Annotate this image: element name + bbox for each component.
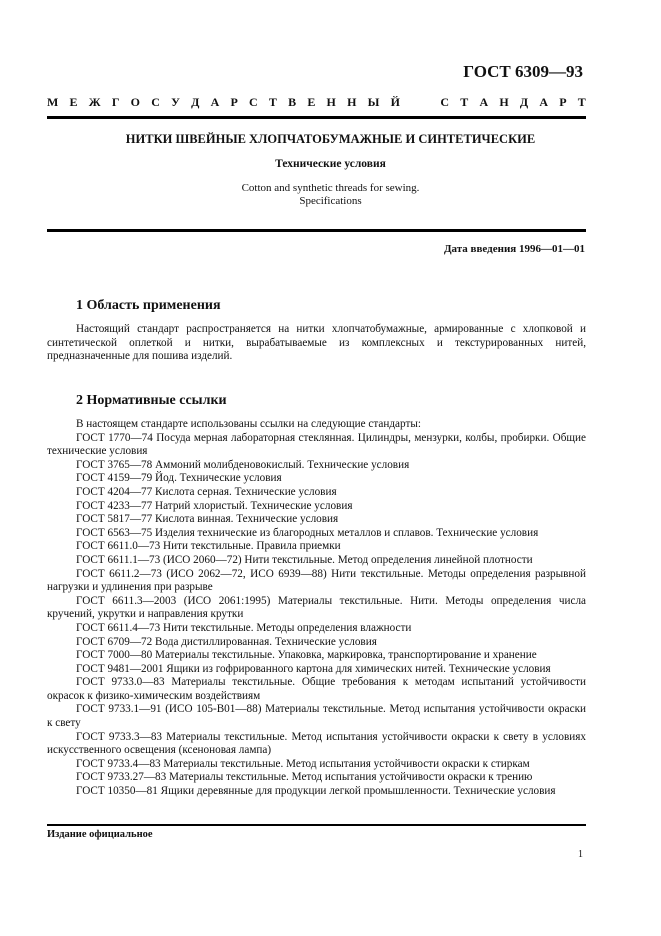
reference-item: ГОСТ 3765—78 Аммоний молибденовокислый. Технические условия bbox=[76, 458, 410, 471]
document-subtitle: Технические условия bbox=[275, 158, 386, 170]
interstate-letter: М bbox=[47, 95, 59, 109]
reference-item: ГОСТ 9481—2001 Ящики из гофрированного картона для химических нитей. Технические условия bbox=[76, 662, 551, 675]
reference-item: ГОСТ 6611.2—73 (ИСО 2062—72, ИСО 6939—88) Нити текстильные. Методы определения разрывной нагрузки и удлинения при разрыве bbox=[47, 567, 586, 594]
official-edition-label: Издание официальное bbox=[47, 829, 153, 840]
interstate-letter: Г bbox=[111, 95, 120, 109]
reference-item: ГОСТ 10350—81 Ящики деревянные для продукции легкой промышленности. Технические условия bbox=[76, 785, 556, 798]
reference-item: ГОСТ 6709—72 Вода дистиллированная. Технические условия bbox=[76, 635, 377, 648]
interstate-letter: С bbox=[440, 95, 450, 109]
reference-item: ГОСТ 9733.27—83 Материалы текстильные. Метод испытания устойчивости окраски к трению bbox=[76, 771, 533, 784]
reference-item: ГОСТ 7000—80 Материалы текстильные. Упаковка, маркировка, транспортирование и хранение bbox=[76, 649, 537, 662]
interstate-letter: Д bbox=[519, 95, 529, 109]
reference-item: ГОСТ 6611.1—73 (ИСО 2060—72) Нити текстильные. Метод определения линейной плотности bbox=[76, 553, 533, 566]
reference-item: ГОСТ 4159—79 Йод. Технические условия bbox=[76, 472, 282, 485]
reference-item: ГОСТ 4204—77 Кислота серная. Технические условия bbox=[76, 485, 337, 498]
interstate-letter: Н bbox=[499, 95, 509, 109]
reference-item: ГОСТ 6563—75 Изделия технические из благородных металлов и сплавов. Технические условия bbox=[76, 526, 539, 539]
interstate-letter: А bbox=[479, 95, 489, 109]
interstate-letter: О bbox=[130, 95, 141, 109]
interstate-letter: Т bbox=[577, 95, 586, 109]
top-divider bbox=[47, 116, 586, 119]
interstate-letter: А bbox=[210, 95, 220, 109]
section-scope-body bbox=[47, 323, 586, 364]
interstate-letter: С bbox=[249, 95, 258, 109]
reference-item: ГОСТ 9733.1—91 (ИСО 105-B01—88) Материалы текстильные. Метод испытания устойчивости окраски к свету bbox=[47, 703, 586, 730]
word-gap bbox=[411, 95, 429, 110]
interstate-letter: Р bbox=[559, 95, 567, 109]
reference-item: ГОСТ 6611.4—73 Нити текстильные. Методы определения влажности bbox=[76, 621, 412, 634]
interstate-letter: В bbox=[288, 95, 297, 109]
reference-item: ГОСТ 9733.0—83 Материалы текстильные. Общие требования к методам испытаний устойчивости окрасок к физико-химическим воздействиям bbox=[47, 676, 586, 702]
interstate-letter: Ы bbox=[367, 95, 380, 109]
english-title bbox=[0, 182, 661, 208]
introduction-date: Дата введения 1996—01—01 bbox=[443, 243, 585, 255]
interstate-letter: Н bbox=[326, 95, 336, 109]
reference-item: ГОСТ 6611.3—2003 (ИСО 2061:1995) Материалы текстильные. Нити. Методы определения числа кручений, укрутки и направления крутки bbox=[47, 594, 586, 621]
interstate-letter: А bbox=[539, 95, 549, 109]
interstate-letter: Р bbox=[230, 95, 238, 109]
reference-item: ГОСТ 9733.4—83 Материалы текстильные. Метод испытания устойчивости окраски к стиркам bbox=[76, 757, 530, 770]
section-references-body bbox=[47, 418, 586, 799]
paragraph: Настоящий стандарт распространяется на нитки хлопчатобумажные, армированные с хлопковой и синтетической оплеткой и нитки, вырабатываемые из комплексных и текстурированных нитей, предназначенные для пошива изделий. bbox=[47, 323, 586, 363]
footer-divider bbox=[47, 824, 586, 826]
title-divider bbox=[47, 229, 586, 232]
interstate-letter: С bbox=[151, 95, 160, 109]
interstate-letter: Й bbox=[390, 95, 400, 109]
interstate-letter: Е bbox=[307, 95, 316, 109]
english-title-line-1: Cotton and synthetic threads for sewing. bbox=[241, 182, 420, 194]
english-title-line-2: Specifications bbox=[299, 195, 362, 207]
interstate-letter: Т bbox=[268, 95, 277, 109]
reference-item: ГОСТ 6611.0—73 Нити текстильные. Правила приемки bbox=[76, 540, 341, 553]
reference-item: ГОСТ 5817—77 Кислота винная. Технические условия bbox=[76, 513, 339, 526]
reference-item: ГОСТ 9733.3—83 Материалы текстильные. Метод испытания устойчивости окраски к свету в условиях искусственного освещения (ксеноновая лампа) bbox=[47, 730, 586, 757]
interstate-letter: У bbox=[171, 95, 180, 109]
section-heading-references: 2 Нормативные ссылки bbox=[76, 393, 227, 408]
gost-number: ГОСТ 6309—93 bbox=[463, 62, 583, 81]
section-heading-scope: 1 Область применения bbox=[76, 298, 221, 313]
interstate-standard-label bbox=[47, 95, 586, 110]
interstate-letter: Н bbox=[347, 95, 357, 109]
interstate-letter: Ж bbox=[88, 95, 101, 109]
reference-item: ГОСТ 1770—74 Посуда мерная лабораторная стеклянная. Цилиндры, мензурки, колбы, пробирки. Общие технические условия bbox=[47, 431, 586, 458]
document-title: НИТКИ ШВЕЙНЫЕ ХЛОПЧАТОБУМАЖНЫЕ И СИНТЕТИЧЕСКИЕ bbox=[125, 132, 536, 146]
reference-item: ГОСТ 4233—77 Натрий хлористый. Технические условия bbox=[76, 499, 353, 512]
interstate-letter: Д bbox=[191, 95, 200, 109]
references-intro: В настоящем стандарте использованы ссылки на следующие стандарты: bbox=[76, 418, 421, 430]
interstate-letter: Е bbox=[69, 95, 78, 109]
interstate-letter: Т bbox=[460, 95, 469, 109]
page-number: 1 bbox=[578, 849, 583, 860]
